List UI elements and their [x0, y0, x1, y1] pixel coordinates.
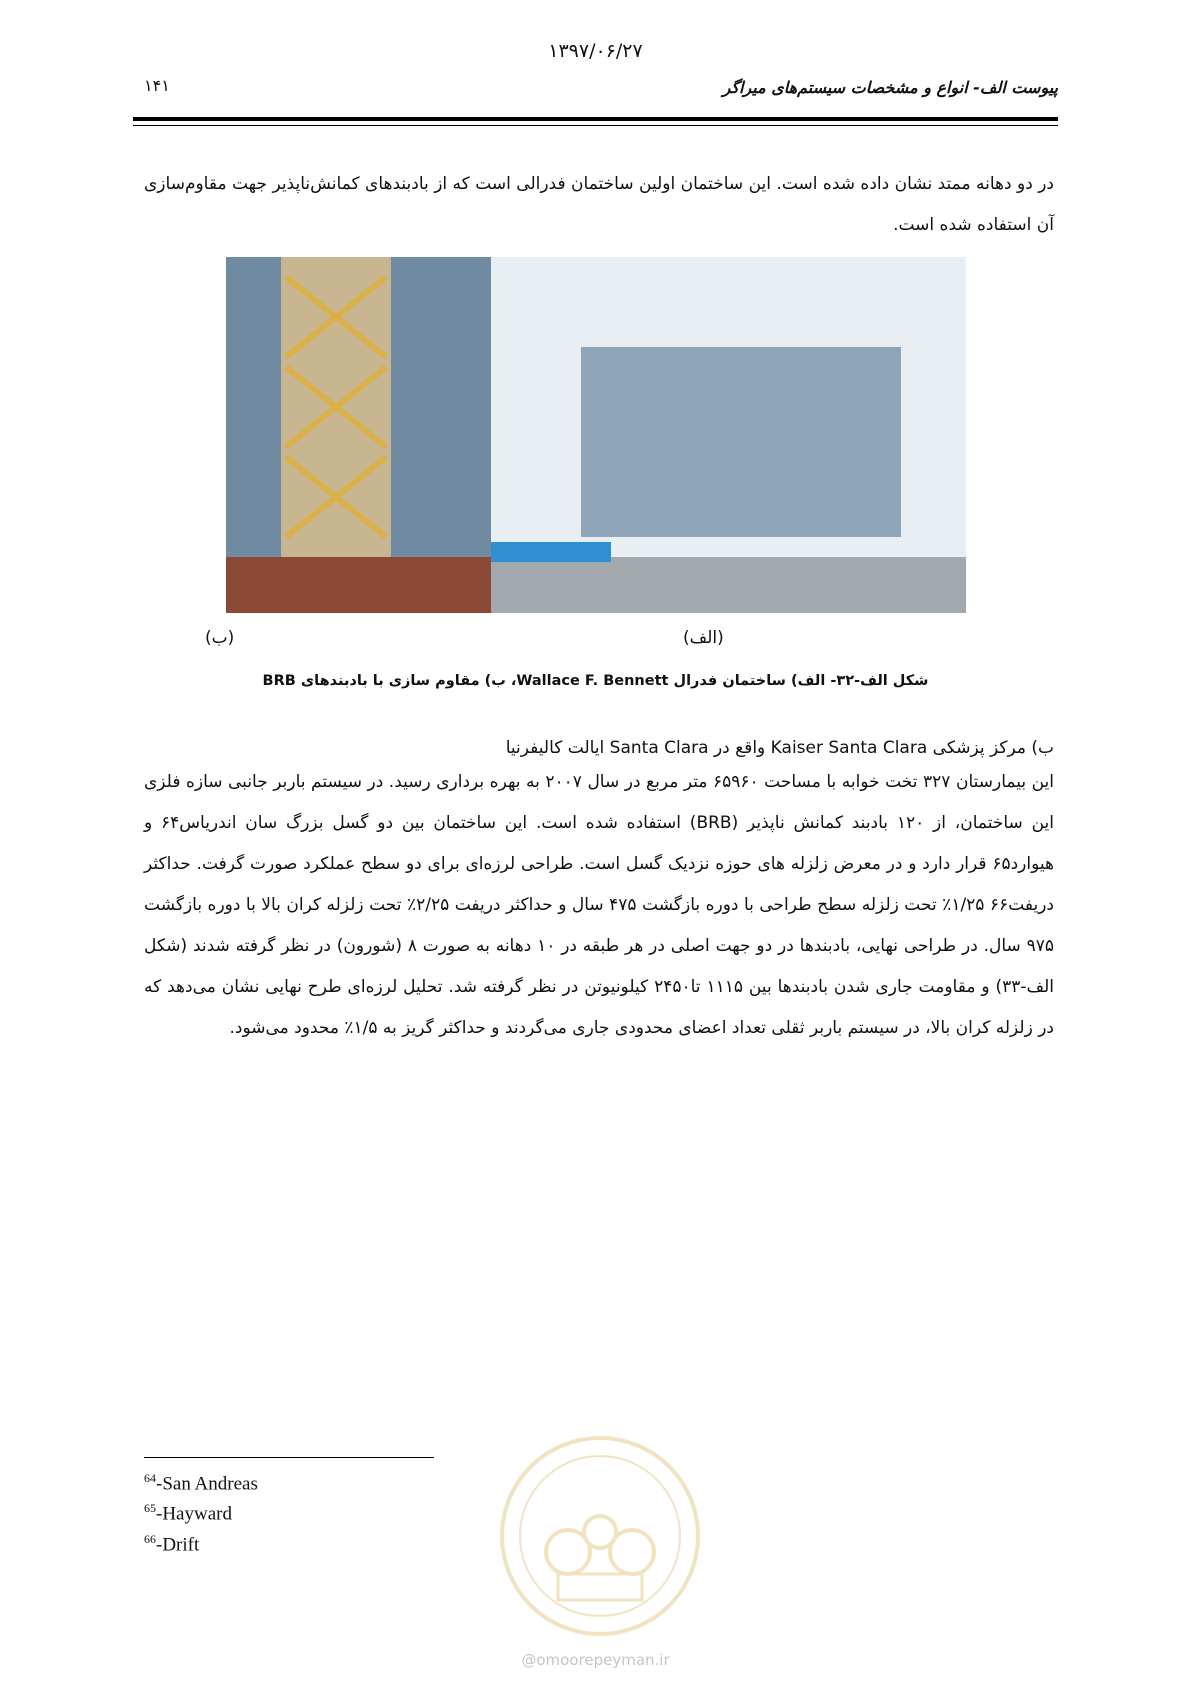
watermark-url: @omoorepeyman.ir	[521, 1651, 670, 1669]
brb-retrofit-photo	[226, 257, 491, 613]
figure-label-b: (ب)	[205, 628, 235, 648]
intro-paragraph: در دو دهانه ممتد نشان داده شده است. این ساختمان اولین ساختمان فدرالی است که از بادبندهای کمانش‌ناپذیر جهت مقاوم‌سازی آن استفاده شده است.	[144, 174, 1054, 235]
figure	[226, 257, 966, 613]
header-rule-thin	[133, 125, 1058, 126]
watermark-logo	[498, 1434, 702, 1638]
footnote-item: $^{65}$-Hayward	[144, 1501, 232, 1525]
figure-label-alef: (الف)	[683, 628, 724, 648]
running-header: پیوست الف- انواع و مشخصات سیستم‌های میراگر	[722, 78, 1058, 97]
footnote-rule	[144, 1457, 434, 1458]
footnotes	[144, 1466, 258, 1557]
federal-building-photo	[491, 257, 966, 613]
figure-caption: شکل الف-۳۲- الف) ساختمان فدرال Wallace F. Bennett، ب) مقاوم سازی با بادبندهای BRB	[262, 673, 929, 689]
header-date: ۱۳۹۷/۰۶/۲۷	[548, 40, 643, 62]
footnote-item: $^{64}$-San Andreas	[144, 1471, 258, 1495]
footnote-item: $^{66}$-Drift	[144, 1531, 200, 1555]
header-rule-thick	[133, 117, 1058, 121]
section-heading: ب) مرکز پزشکی Kaiser Santa Clara واقع در Santa Clara ایالت کالیفرنیا	[505, 738, 1054, 758]
body-paragraph: این بیمارستان ۳۲۷ تخت خوابه با مساحت ۶۵۹۶۰ متر مربع در سال ۲۰۰۷ به بهره برداری رسید. در سیستم باربر جانبی سازه فلزی این ساختمان، از ۱۲۰ بادبند کمانش ناپذیر (BRB) استفاده شده است. این ساختمان بین دو گسل بزرگ سان اندریاس۶۴ و هیوارد۶۵ قرار دارد و در معرض زلزله های حوزه نزدیک گسل است. طراحی لرزه‌ای برای دو سطح عملکرد صورت گرفت. حداکثر دریفت۶۶ ۱/۲۵٪ تحت زلزله سطح طراحی با دوره بازگشت ۴۷۵ سال و حداکثر دریفت ۲/۲۵٪ تحت زلزله کران بالا با دوره بازگشت ۹۷۵ سال. در طراحی نهایی، بادبندها در دو جهت اصلی در هر طبقه در ۱۰ دهانه به صورت ۸ (شورون) در نظر گرفته شدند (شکل الف-۳۳) و مقاومت جاری شدن بادبندها بین ۱۱۱۵ تا۲۴۵۰ کیلونیوتن در نظر گرفته شد. تحلیل لرزه‌ای طرح نهایی نشان می‌دهد که در زلزله کران بالا، در سیستم باربر ثقلی تعداد اعضای محدودی جاری می‌گردند و حداکثر گریز به ۱/۵٪ محدود می‌شود.	[144, 772, 1055, 1038]
page-number: ۱۴۱	[144, 76, 170, 95]
